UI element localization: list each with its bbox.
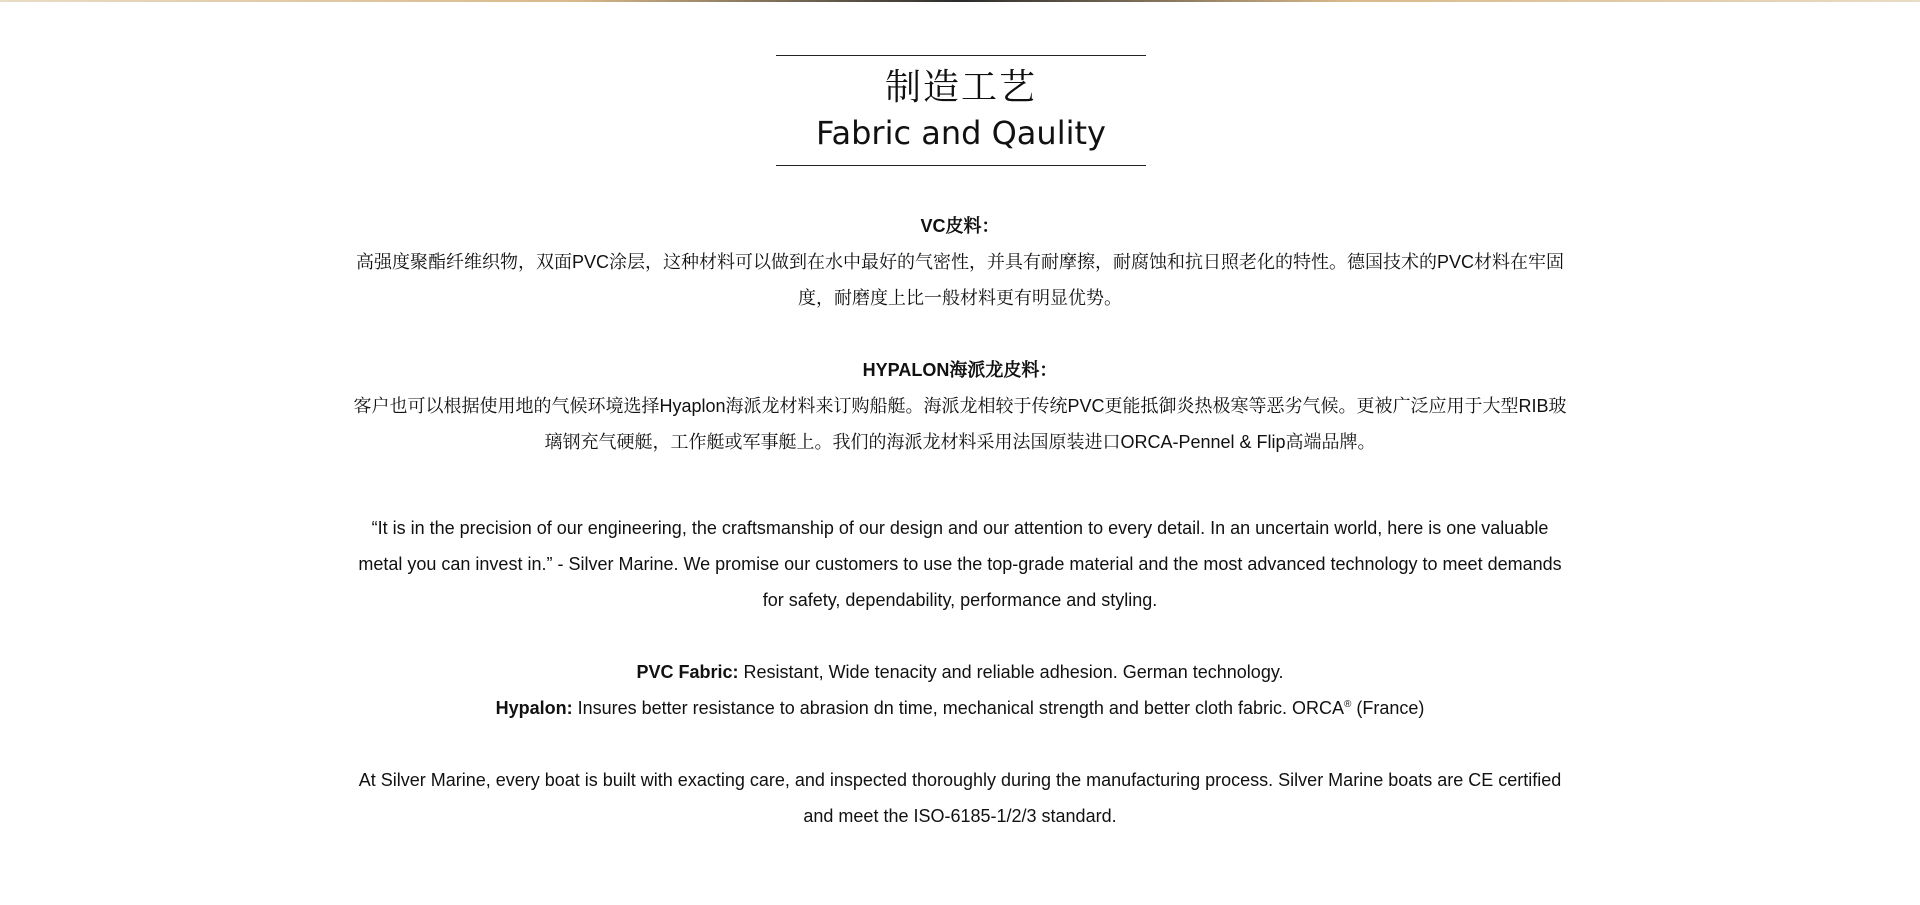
section-title: [776, 55, 1146, 166]
hypalon-text: Insures better resistance to abrasion dn time, mechanical strength and better cloth fabric. ORCA: [572, 698, 1344, 718]
pvc-heading: VC皮料：: [920, 216, 1000, 236]
hypalon-label: Hypalon:: [495, 698, 573, 718]
hypalon-description: 客户也可以根据使用地的气候环境选择Hyaplon海派龙材料来订购船艇。海派龙相较于传统PVC更能抵御炎热极寒等恶劣气候。更被广泛应用于大型RIB玻璃钢充气硬艇，工作艇或军事艇上。我们的海派龙材料采用法国原装进口ORCA-Pennel & Flip高端品牌。: [353, 396, 1567, 452]
quote-paragraph: “It is in the precision of our engineering, the craftsmanship of our design and our attention to every detail. In an uncertain world, here is one valuable metal you can invest in.” - Silver Marine. We promise our customers to use the top-grade material and the most advanced technology to meet demands for safety, dependability, performance and styling.: [358, 518, 1562, 610]
pvc-fabric-text: Resistant, Wide tenacity and reliable adhesion. German technology.: [738, 662, 1284, 682]
hypalon-heading: HYPALON海派龙皮料：: [862, 360, 1058, 380]
closing-paragraph: At Silver Marine, every boat is built with exacting care, and inspected thoroughly during the manufacturing process. Silver Marine boats are CE certified and meet the ISO-6185-1/2/3 standard.: [358, 770, 1562, 826]
top-accent-bar: [0, 0, 1920, 2]
pvc-description: 高强度聚酯纤维织物，双面PVC涂层，这种材料可以做到在水中最好的气密性，并具有耐摩擦，耐腐蚀和抗日照老化的特性。德国技术的PVC材料在牢固度，耐磨度上比一般材料更有明显优势。: [355, 252, 1564, 308]
pvc-fabric-label: PVC Fabric:: [636, 662, 739, 682]
fabric-content: [350, 208, 1570, 834]
title-chinese: 制造工艺: [884, 67, 1037, 108]
title-english: Fabric and Qaulity: [816, 114, 1106, 152]
pvc-fabric-line: [350, 654, 1570, 690]
hypalon-line: [350, 690, 1570, 726]
registered-mark: ®: [1344, 699, 1352, 710]
hypalon-suffix: (France): [1351, 698, 1425, 718]
